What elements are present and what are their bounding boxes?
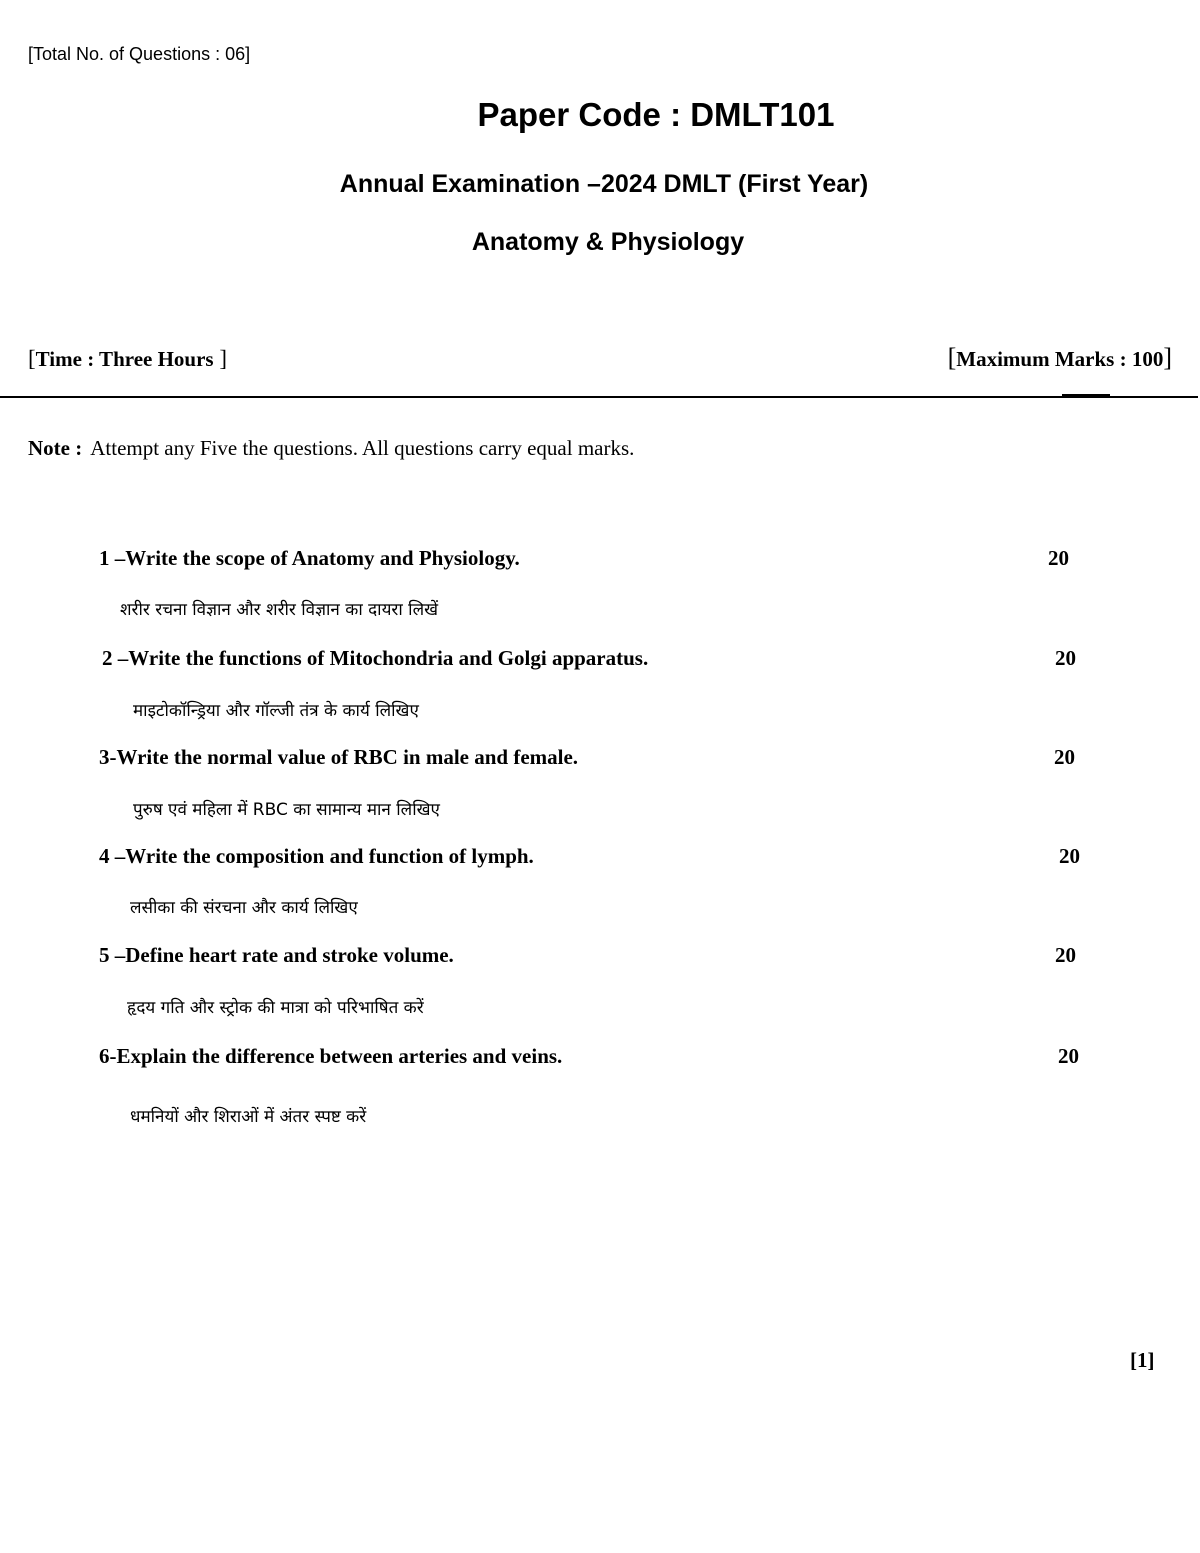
time-allowed — [28, 346, 227, 372]
max-marks-label: Maximum Marks : 100 — [956, 347, 1164, 371]
time-close-bracket: ] — [213, 346, 228, 371]
note-label: Note : — [28, 436, 83, 460]
paper-code-title: Paper Code : DMLT101 — [477, 96, 835, 133]
page-number: [1] — [1130, 1348, 1155, 1372]
exam-title: Annual Examination –2024 DMLT (First Year) — [339, 170, 869, 198]
question-marks: 20 — [1055, 646, 1076, 670]
question-hindi: लसीका की संरचना और कार्य लिखिए — [130, 898, 358, 918]
question-marks: 20 — [1059, 844, 1080, 868]
max-close-bracket: ] — [1163, 343, 1172, 372]
total-questions: [Total No. of Questions : 06] — [28, 44, 251, 64]
question-english: 2 –Write the functions of Mitochondria and Golgi apparatus. — [102, 646, 649, 670]
subject-title: Anatomy & Physiology — [471, 228, 745, 256]
max-open-bracket: [ — [947, 343, 957, 372]
header-divider-accent — [1062, 394, 1110, 396]
question-english: 4 –Write the composition and function of lymph. — [99, 844, 534, 868]
time-open-bracket: [ — [28, 346, 36, 371]
question-hindi: हृदय गति और स्ट्रोक की मात्रा को परिभाषित करें — [127, 998, 424, 1018]
question-hindi: माइटोकॉन्ड्रिया और गॉल्जी तंत्र के कार्य लिखिए — [133, 701, 419, 721]
question-hindi: धमनियों और शिराओं में अंतर स्पष्ट करें — [130, 1107, 367, 1127]
question-marks: 20 — [1058, 1044, 1079, 1068]
question-marks: 20 — [1048, 546, 1069, 570]
question-english: 6-Explain the difference between arteries and veins. — [99, 1044, 563, 1068]
instructions-note — [28, 436, 634, 461]
question-english: 3-Write the normal value of RBC in male and female. — [99, 745, 579, 769]
question-hindi: शरीर रचना विज्ञान और शरीर विज्ञान का दायरा लिखें — [120, 600, 439, 620]
question-english: 1 –Write the scope of Anatomy and Physiology. — [99, 546, 520, 570]
header-divider — [0, 396, 1198, 398]
question-hindi: पुरुष एवं महिला में RBC का सामान्य मान लिखिए — [133, 800, 440, 820]
note-text: Attempt any Five the questions. All questions carry equal marks. — [90, 436, 635, 460]
question-marks: 20 — [1054, 745, 1075, 769]
question-marks: 20 — [1055, 943, 1076, 967]
maximum-marks — [948, 343, 1172, 373]
question-english: 5 –Define heart rate and stroke volume. — [99, 943, 454, 967]
time-label: Time : Three Hours — [35, 347, 214, 371]
